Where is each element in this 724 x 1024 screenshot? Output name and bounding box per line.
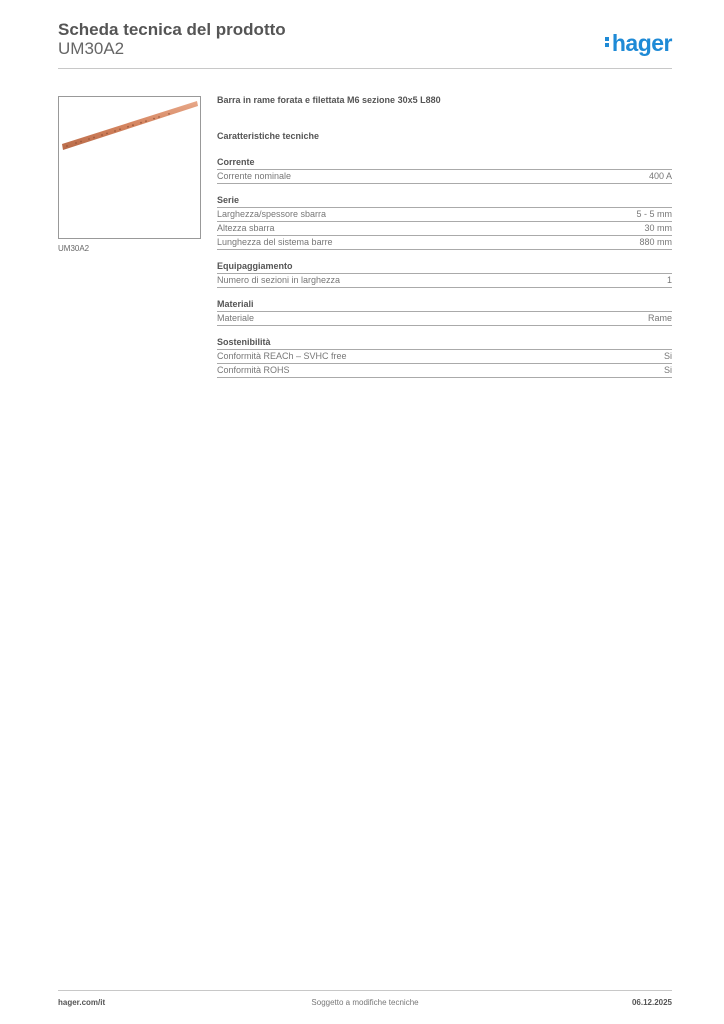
spec-value: 400 A [648,171,672,181]
spec-value: 880 mm [639,237,672,247]
spec-value: Rame [647,313,672,323]
spec-value: Si [663,365,672,375]
copper-busbar-image [59,97,200,238]
spec-row [217,170,672,184]
footer-notice: Soggetto a modifiche tecniche [311,998,419,1007]
spec-row [217,236,672,250]
product-code: UM30A2 [58,39,125,58]
spec-row [217,208,672,222]
group-title: Corrente [217,156,672,170]
footer-date: 06.12.2025 [631,998,672,1007]
spec-row [217,350,672,364]
logo-dots-icon [605,35,610,49]
spec-label: Conformità ROHS [217,365,290,375]
spec-value: Si [663,351,672,361]
spec-value: 1 [666,275,672,285]
product-description: Barra in rame forata e filettata M6 sezione 30x5 L880 [217,95,441,105]
spec-label: Numero di sezioni in larghezza [217,275,341,285]
spec-label: Materiale [217,313,255,323]
spec-group-materiali [217,298,672,326]
spec-group-corrente [217,156,672,184]
group-title: Equipaggiamento [217,260,672,274]
hager-logo [605,30,672,57]
spec-row [217,312,672,326]
footer-website-link[interactable]: hager.com/it [58,998,106,1007]
spec-value: 30 mm [644,223,672,233]
document-title: Scheda tecnica del prodotto [58,20,286,39]
logo-text: hager [611,30,672,56]
spec-label: Altezza sbarra [217,223,275,233]
spec-group-serie [217,194,672,250]
image-caption: UM30A2 [58,244,90,253]
spec-label: Corrente nominale [217,171,292,181]
spec-label: Larghezza/spessore sbarra [217,209,327,219]
spec-group-equipaggiamento [217,260,672,288]
group-title: Sostenibilità [217,336,672,350]
specs-heading: Caratteristiche tecniche [217,131,320,141]
document-header [58,20,672,58]
header-divider [58,68,672,69]
spec-value: 5 - 5 mm [636,209,672,219]
spec-label: Conformità REACh – SVHC free [217,351,347,361]
spec-row [217,364,672,378]
spec-label: Lunghezza del sistema barre [217,237,333,247]
group-title: Serie [217,194,672,208]
product-image [58,96,201,239]
group-title: Materiali [217,298,672,312]
technical-specs [217,95,672,388]
spec-row [217,274,672,288]
footer-divider [58,990,672,991]
spec-group-sostenibilita [217,336,672,378]
spec-row [217,222,672,236]
